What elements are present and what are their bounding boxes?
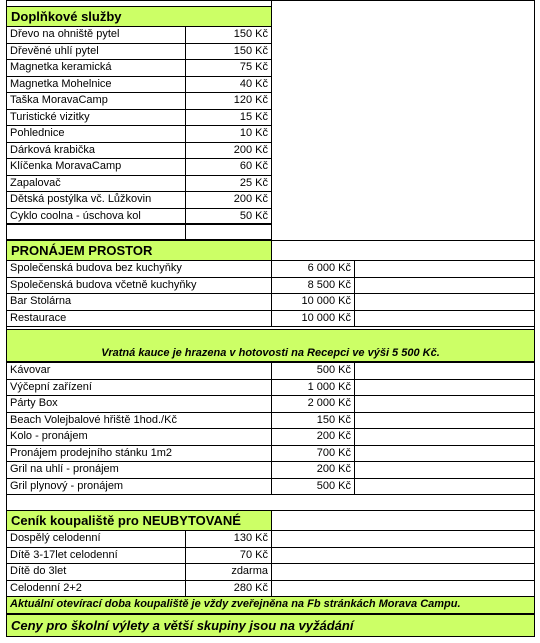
right-blank-pronajem	[271, 240, 535, 261]
koupaliste-row-label: Celodenní 2+2	[6, 580, 186, 598]
kauce-row-empty	[355, 478, 535, 496]
blank-row-doplnkove	[6, 223, 186, 240]
kauce-row-label: Výčepní zařízení	[6, 379, 272, 397]
kauce-row-empty	[355, 445, 535, 463]
koupaliste-row-price: zdarma	[185, 563, 272, 581]
doplnkove-row-price: 75 Kč	[185, 59, 272, 77]
doplnkove-row-price: 10 Kč	[185, 125, 272, 143]
koupaliste-row-empty	[271, 547, 535, 565]
kauce-row-empty	[355, 412, 535, 430]
doplnkove-row-price: 25 Kč	[185, 175, 272, 193]
pronajem-row-price: 10 000 Kč	[271, 310, 355, 328]
pronajem-row-price: 8 500 Kč	[271, 277, 355, 295]
koupaliste-row-price: 280 Kč	[185, 580, 272, 598]
pronajem-row-empty	[355, 277, 535, 295]
koupaliste-row-label: Dítě do 3let	[6, 563, 186, 581]
kauce-row-label: Gril na uhlí - pronájem	[6, 461, 272, 479]
section-header-pronajem: PRONÁJEM PROSTOR	[6, 240, 272, 261]
kauce-row-price: 700 Kč	[271, 445, 355, 463]
doplnkove-row-label: Dětská postýlka vč. Lůžkovin	[6, 191, 186, 209]
kauce-row-price: 500 Kč	[271, 362, 355, 380]
koupaliste-row-price: 70 Kč	[185, 547, 272, 565]
koupaliste-row-empty	[271, 530, 535, 548]
kauce-note: Vratná kauce je hrazena v hotovosti na Recepci ve výši 5 500 Kč.	[6, 329, 535, 362]
koupaliste-row-label: Dospělý celodenní	[6, 530, 186, 548]
kauce-row-label: Gril plynový - pronájem	[6, 478, 272, 496]
blank-row-doplnkove-value	[185, 223, 272, 240]
kauce-row-price: 2 000 Kč	[271, 395, 355, 413]
kauce-row-price: 500 Kč	[271, 478, 355, 496]
pronajem-row-price: 10 000 Kč	[271, 293, 355, 311]
koupaliste-row-empty	[271, 563, 535, 581]
doplnkove-row-label: Dřevěné uhlí pytel	[6, 43, 186, 61]
doplnkove-row-label: Klíčenka MoravaCamp	[6, 158, 186, 176]
kauce-row-label: Kávovar	[6, 362, 272, 380]
pronajem-row-label: Společenská budova včetně kuchyňky	[6, 277, 272, 295]
pronajem-row-label: Bar Stolárna	[6, 293, 272, 311]
kauce-row-empty	[355, 362, 535, 380]
koupaliste-note: Aktuální otevírací doba koupaliště je vždy zveřejněna na Fb stránkách Morava Campu.	[6, 596, 535, 614]
kauce-row-empty	[355, 379, 535, 397]
kauce-row-label: Pronájem prodejního stánku 1m2	[6, 445, 272, 463]
doplnkove-row-label: Magnetka keramická	[6, 59, 186, 77]
kauce-row-empty	[355, 395, 535, 413]
kauce-row-price: 200 Kč	[271, 428, 355, 446]
doplnkove-row-label: Cyklo coolna - úschova kol	[6, 208, 186, 226]
doplnkove-row-label: Turistické vizitky	[6, 109, 186, 127]
doplnkove-row-label: Taška MoravaCamp	[6, 92, 186, 110]
kauce-row-price: 150 Kč	[271, 412, 355, 430]
blank-row-after-kauce	[6, 494, 535, 511]
doplnkove-row-label: Dárková krabička	[6, 142, 186, 160]
kauce-row-label: Beach Volejbalové hřiště 1hod./Kč	[6, 412, 272, 430]
kauce-row-empty	[355, 461, 535, 479]
doplnkove-row-price: 200 Kč	[185, 191, 272, 209]
doplnkove-row-label: Magnetka Mohelnice	[6, 76, 186, 94]
section-header-koupaliste: Ceník koupaliště pro NEUBYTOVANÉ	[6, 510, 272, 531]
doplnkove-row-price: 40 Kč	[185, 76, 272, 94]
doplnkove-row-price: 15 Kč	[185, 109, 272, 127]
kauce-row-label: Kolo - pronájem	[6, 428, 272, 446]
kauce-row-empty	[355, 428, 535, 446]
kauce-row-price: 1 000 Kč	[271, 379, 355, 397]
pronajem-row-empty	[355, 293, 535, 311]
pronajem-row-label: Společenská budova bez kuchyňky	[6, 260, 272, 278]
right-blank-koupaliste	[271, 510, 535, 531]
pronajem-row-empty	[355, 310, 535, 328]
pronajem-row-price: 6 000 Kč	[271, 260, 355, 278]
doplnkove-row-price: 150 Kč	[185, 26, 272, 44]
pronajem-row-label: Restaurace	[6, 310, 272, 328]
koupaliste-row-label: Dítě 3-17let celodenní	[6, 547, 186, 565]
doplnkove-row-price: 150 Kč	[185, 43, 272, 61]
footer-note: Ceny pro školní výlety a větší skupiny jsou na vyžádání	[6, 614, 535, 637]
doplnkove-row-price: 120 Kč	[185, 92, 272, 110]
doplnkove-row-price: 50 Kč	[185, 208, 272, 226]
kauce-row-price: 200 Kč	[271, 461, 355, 479]
kauce-row-label: Párty Box	[6, 395, 272, 413]
pronajem-row-empty	[355, 260, 535, 278]
doplnkove-row-label: Zapalovač	[6, 175, 186, 193]
doplnkove-row-price: 200 Kč	[185, 142, 272, 160]
doplnkove-row-label: Dřevo na ohniště pytel	[6, 26, 186, 44]
koupaliste-row-empty	[271, 580, 535, 598]
section-header-doplnkove: Doplňkové služby	[6, 6, 272, 27]
doplnkove-row-price: 60 Kč	[185, 158, 272, 176]
right-blank-area	[271, 0, 535, 241]
doplnkove-row-label: Pohlednice	[6, 125, 186, 143]
koupaliste-row-price: 130 Kč	[185, 530, 272, 548]
